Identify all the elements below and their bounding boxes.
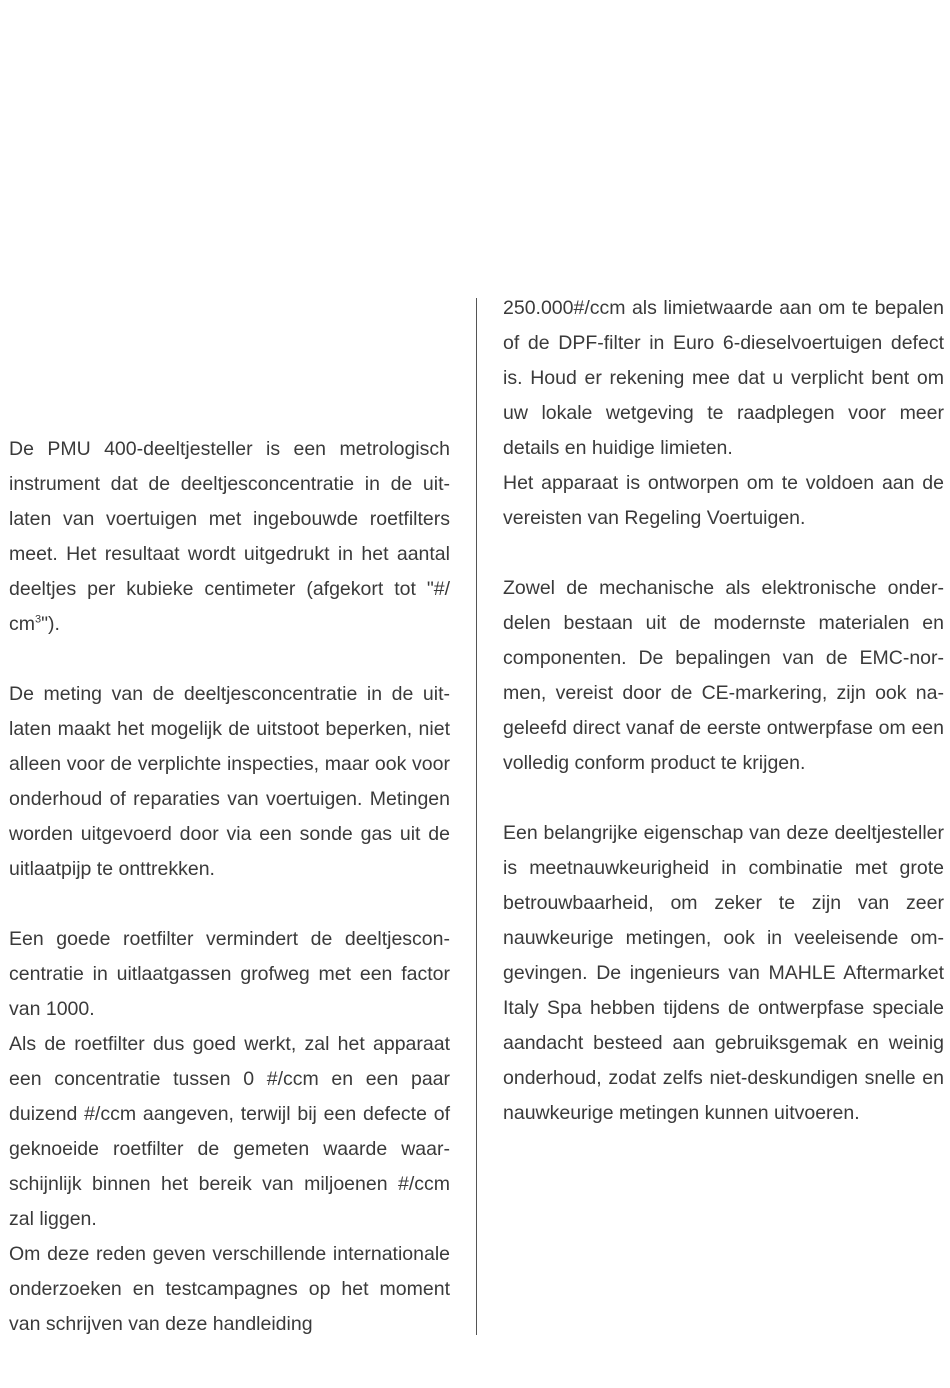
right-text-column (503, 291, 944, 1131)
filter-factor-paragraph: Een goede roetfilter vermindert de deeltjesconcentratie in uitlaatgassen grofweg met een factor van 1000. (9, 928, 450, 1020)
components-paragraph: Zowel de mechanische als elektronische onderdelen bestaan uit de modernste materialen en componenten. De bepalingen van de EMC-normen, vereist door de CE-markering, zijn ook nageleefd direct vanaf de eerste ontwerpfase om een volledig conform product te krijgen. (503, 577, 944, 774)
superscript-three: 3 (35, 613, 42, 626)
left-text-column (9, 432, 450, 1342)
accuracy-paragraph: Een belangrijke eigenschap van deze deeltjesteller is meetnauwkeurigheid in combinatie met grote betrouwbaarheid, om zeker te zijn van zeer nauwkeurige metingen, ook in veeleisende omgevingen. De ingenieurs van MAHLE Aftermarket Italy Spa hebben tijdens de ontwerpfase speciale aandacht besteed aan gebruiksgemak en weinig onderhoud, zodat zelfs niet-deskundigen snelle en nauwkeurige metingen kunnen uitvoeren. (503, 822, 944, 1124)
column-divider (476, 298, 477, 1335)
research-paragraph: Om deze reden geven verschillende internationale onderzoeken en testcampagnes op het moment van schrijven van deze handleiding (9, 1243, 450, 1335)
intro-text-end: "). (41, 613, 60, 635)
concentration-range-paragraph: Als de roetfilter dus goed werkt, zal het apparaat een concentratie tussen 0 #/ccm en een paar duizend #/ccm aangeven, terwijl bij een defecte of geknoeide roetfilter de gemeten waarde waarschijnlijk binnen het bereik van miljoenen #/ccm zal liggen. (9, 1033, 450, 1230)
intro-text: De PMU 400-deeltjesteller is een metrologisch instrument dat de deeltjesconcentratie in de uitlaten van voertuigen met ingebouwde roetfilters meet. Het resultaat wordt uitgedrukt in het aantal deeltjes per kubieke centimeter (afgekort tot "#/ cm (9, 438, 450, 635)
limit-value-paragraph: 250.000#/ccm als limietwaarde aan om te bepalen of de DPF-filter in Euro 6-dieselvoertuigen defect is. Houd er rekening mee dat u verplicht bent om uw lokale wetgeving te raadplegen voor meer details en huidige limieten. (503, 297, 944, 459)
intro-paragraph (9, 432, 450, 642)
measurement-paragraph: De meting van de deeltjesconcentratie in de uitlaten maakt het mogelijk de uitstoot beperken, niet alleen voor de verplichte inspecties, maar ook voor onderhoud of reparaties van voertuigen. Metingen worden uitgevoerd door via een sonde gas uit de uitlaatpijp te onttrekken. (9, 683, 450, 880)
regulation-paragraph: Het apparaat is ontworpen om te voldoen aan de vereisten van Regeling Voertuigen. (503, 472, 944, 529)
